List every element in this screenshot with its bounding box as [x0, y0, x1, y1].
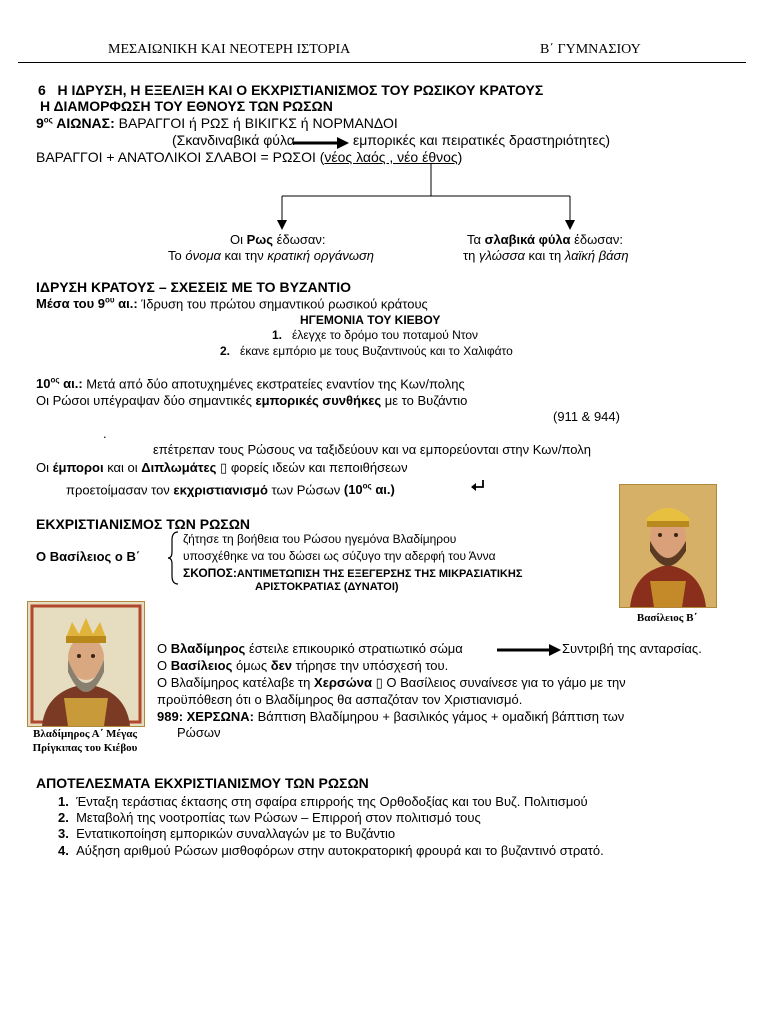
varangians-names: ΒΑΡΑΓΓΟΙ ή ΡΩΣ ή ΒΙΚΙΓΚΣ ή ΝΟΡΜΑΝΔΟΙ	[118, 115, 398, 131]
basil-goal: ΣΚΟΠΟΣ:ΑΝΤΙΜΕΤΩΠΙΣΗ ΤΗΣ ΕΞΕΓΕΡΣΗΣ ΤΗΣ ΜΙΚΡΑΣΙΑΤΙΚΗΣ	[183, 566, 523, 580]
c10-line: $10^{o\varsigma}$ αι.: Μετά από δύο αποτυχημένες εκστρατείες εναντίον της Κων/πολης	[36, 376, 465, 392]
event-4: προϋπόθεση ότι ο Βλαδίμηρος θα ασπαζόταν τον Χριστιανισμό.	[157, 692, 523, 707]
prepared-line: προετοίμασαν τον εκχριστιανισμό των Ρώσων ($10^{o\varsigma}$ αι.)	[66, 482, 395, 498]
founding-heading: ΙΔΡΥΣΗ ΚΡΑΤΟΥΣ – ΣΧΕΣΕΙΣ ΜΕ ΤΟ ΒΥΖΑΝΤΙΟ	[36, 279, 352, 295]
curved-arrow-icon	[470, 478, 486, 494]
chapter-title-line1: Η ΙΔΡΥΣΗ, Η ΕΞΕΛΙΞΗ ΚΑΙ Ο ΕΚΧΡΙΣΤΙΑΝΙΣΜΟΣ ΤΟΥ ΡΩΣΙΚΟΥ ΚΡΑΤΟΥΣ	[57, 82, 544, 98]
vladimir-caption: Βλαδίμηρος Α΄ Μέγας Πρίγκιπας του Κιέβου	[32, 728, 138, 754]
basil-caption: Βασίλειος Β΄	[636, 612, 698, 624]
basil-promise: υποσχέθηκε να του δώσει ως σύζυγο την αδερφή του Άννα	[183, 549, 496, 563]
event-1-result: Συντριβή της ανταρσίας.	[562, 641, 702, 656]
treaties-line: Οι Ρώσοι υπέγραψαν δύο σημαντικές εμπορικές συνθήκες με το Βυζάντιο	[36, 393, 468, 408]
chapter-subtitle: Η ΔΙΑΜΟΡΦΩΣΗ ΤΟΥ ΕΘΝΟΥΣ ΤΩΝ ΡΩΣΩΝ	[40, 98, 333, 114]
event-3: Ο Βλαδίμηρος κατέλαβε τη Χερσώνα ▯ Ο Βασίλειος συναίνεσε για το γάμο με την	[157, 675, 626, 690]
header-rule	[18, 62, 746, 63]
header-grade: Β΄ ΓΥΜΝΑΣΙΟΥ	[540, 42, 641, 57]
chapter-title	[38, 82, 543, 98]
basil-goal-2: ΑΡΙΣΤΟΚΡΑΤΙΑΣ (ΔΥΝΑΤΟΙ)	[255, 581, 399, 593]
event-2: Ο Βασίλειος όμως δεν τήρησε την υπόσχεσή του.	[157, 658, 449, 673]
slav-contrib-detail: τη γλώσσα και τη λαϊκή βάση	[463, 248, 629, 263]
basil-portrait	[619, 484, 717, 608]
results-item-2: 2. Μεταβολή της νοοτροπίας των Ρώσων – Επιρροή στον πολιτισμό τους	[58, 810, 481, 825]
event-5: 989: ΧΕΡΣΩΝΑ: Βάπτιση Βλαδίμηρου + βασιλικός γάμος + ομαδική βάπτιση των	[157, 709, 625, 724]
event-6: Ρώσων	[177, 725, 221, 740]
mid9-line: Μέσα του $9^{o\upsilon}$ αι.: Ίδρυση του πρώτου σημαντικού ρωσικού κράτους	[36, 296, 428, 312]
basil-request: ζήτησε τη βοήθεια του Ρώσου ηγεμόνα Βλαδίμηρου	[183, 532, 457, 546]
event-1: Ο Βλαδίμηρος έστειλε επικουρικό στρατιωτικό σώμα	[157, 641, 463, 656]
basil-label: Ο Βασίλειος ο Β΄	[36, 549, 141, 564]
results-heading: ΑΠΟΤΕΛΕΣΜΑΤΑ ΕΚΧΡΙΣΤΙΑΝΙΣΜΟΥ ΤΩΝ ΡΩΣΩΝ	[36, 775, 369, 791]
kiev-hegemony: ΗΓΕΜΟΝΙΑ ΤΟΥ ΚΙΕΒΟΥ	[300, 313, 441, 327]
tribes-text: (Σκανδιναβικά φύλα	[172, 132, 295, 148]
tree-connector	[270, 164, 590, 234]
header-subject: ΜΕΣΑΙΩΝΙΚΗ ΚΑΙ ΝΕΟΤΕΡΗ ΙΣΤΟΡΙΑ	[108, 42, 351, 57]
results-item-4: 4. Αύξηση αριθμού Ρώσων μισθοφόρων στην αυτοκρατορική φρουρά και το βυζαντινό στρατό.	[58, 843, 604, 858]
kiev-item-1: 1. έλεγχε το δρόμο του ποταμού Ντον	[272, 328, 479, 342]
merchants-line: Οι έμποροι και οι Διπλωμάτες ▯ φορείς ιδεών και πεποιθήσεων	[36, 460, 408, 475]
treaties-allowed: επέτρεπαν τους Ρώσους να ταξιδεύουν και να εμπορεύονται στην Κων/πολη	[153, 442, 591, 457]
right-arrow-icon	[497, 644, 561, 656]
new-people: νέος λαός , νέο έθνος	[324, 149, 458, 165]
rus-contrib-detail: Το όνομα και την κρατική οργάνωση	[168, 248, 375, 263]
chapter-number: 6	[38, 82, 46, 98]
right-arrow-icon	[293, 137, 349, 149]
rus-contrib-heading: Οι Ρως έδωσαν:	[230, 232, 326, 247]
bullet-dot: .	[103, 426, 107, 441]
christ-heading: ΕΚΧΡΙΣΤΙΑΝΙΣΜΟΣ ΤΩΝ ΡΩΣΩΝ	[36, 516, 251, 532]
brace-icon	[168, 530, 180, 586]
treaty-years: (911 & 944)	[553, 409, 620, 424]
vladimir-portrait	[27, 601, 145, 727]
century-9: $9^{o\varsigma}$ ΑΙΩΝΑΣ:	[36, 115, 115, 131]
equation-line: ΒΑΡΑΓΓΟΙ + ΑΝΑΤΟΛΙΚΟΙ ΣΛΑΒΟΙ = ΡΩΣΟΙ (νέος λαός , νέο έθνος)	[36, 149, 463, 165]
activities-text: εμπορικές και πειρατικές δραστηριότητες)	[353, 132, 610, 148]
results-item-3: 3. Εντατικοποίηση εμπορικών συναλλαγών με το Βυζάντιο	[58, 826, 396, 841]
results-item-1: 1. Ένταξη τεράστιας έκτασης στη σφαίρα επιρροής της Ορθοδοξίας και του Βυζ. Πολιτισμού	[58, 794, 588, 809]
slav-contrib-heading: Τα σλαβικά φύλα έδωσαν:	[467, 232, 623, 247]
kiev-item-2: 2. έκανε εμπόριο με τους Βυζαντινούς και το Χαλιφάτο	[220, 344, 513, 358]
varangians-line	[36, 115, 398, 131]
